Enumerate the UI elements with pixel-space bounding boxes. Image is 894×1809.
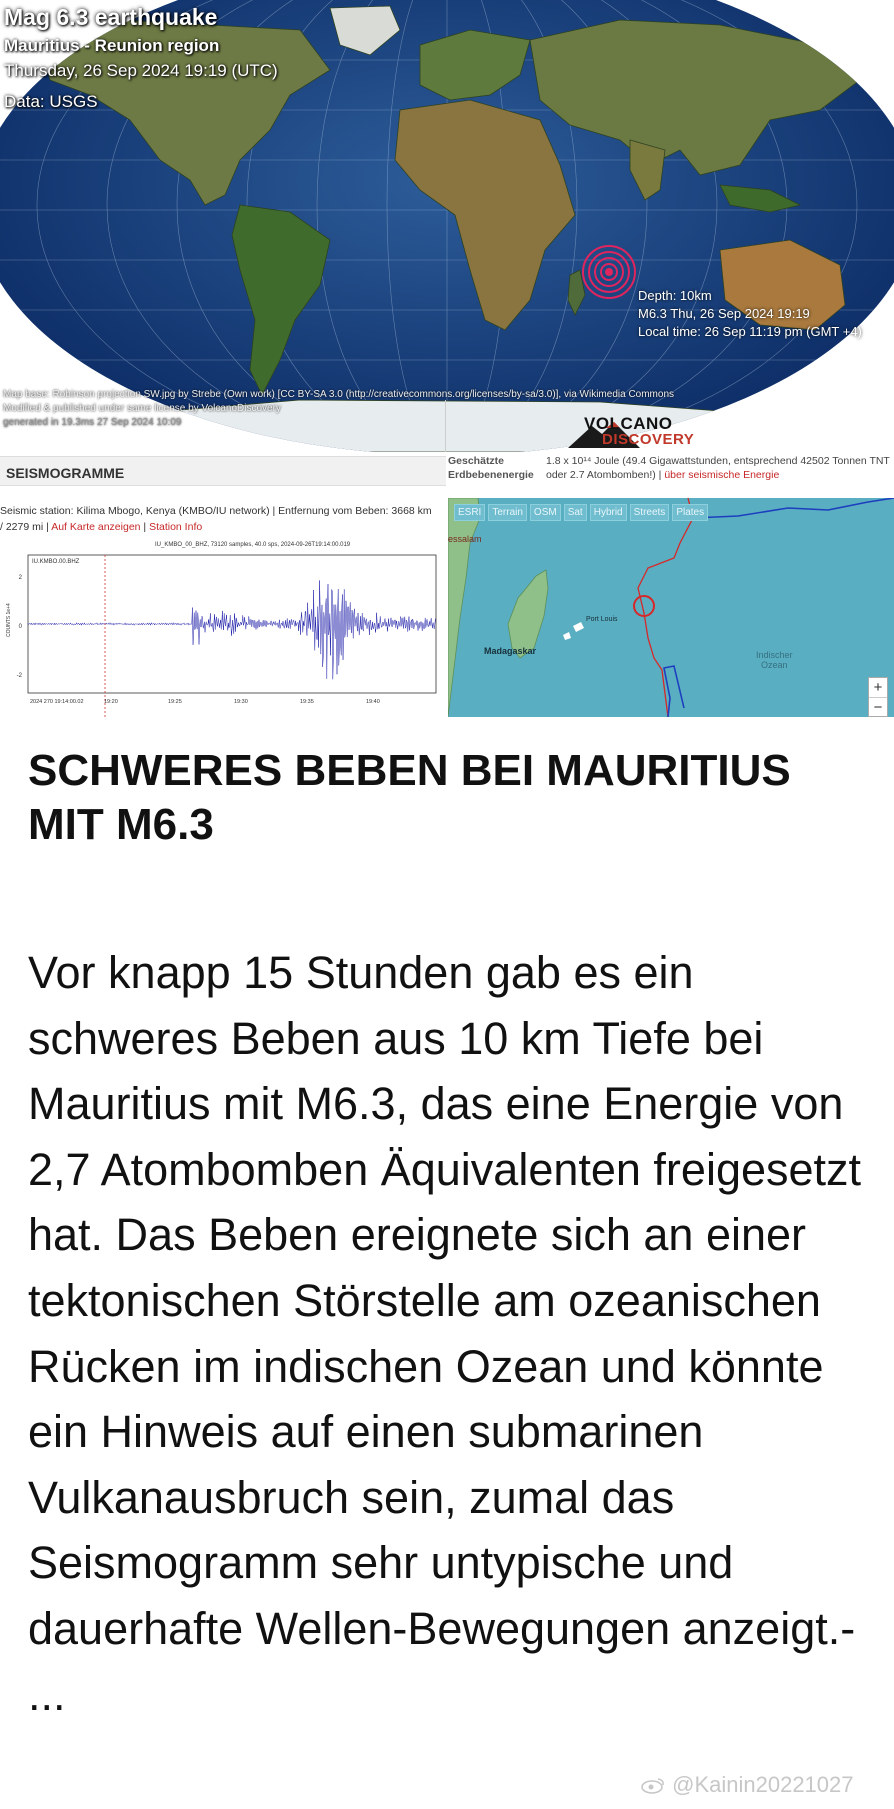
volcanodiscovery-logo — [562, 412, 702, 450]
map-date: Thursday, 26 Sep 2024 19:19 (UTC) — [4, 61, 278, 80]
energy-value-line2 — [546, 468, 890, 482]
x-tick-label: 19:20 — [104, 699, 118, 705]
channel-label: IU.KMBO.00.BHZ — [32, 559, 80, 565]
map-credit-line: Map base: Robinson projection SW.jpg by Strebe (Own work) [CC BY-SA 3.0 (http://creativecommons.org/licenses/by-sa/3.0)], via Wikimedia Commons — [3, 389, 675, 400]
world-map-panel — [0, 0, 894, 452]
quake-info-box — [638, 287, 862, 341]
show-on-map-link[interactable]: Auf Karte anzeigen — [51, 521, 141, 533]
quake-local-time: Local time: 26 Sep 11:19 pm (GMT +4) — [638, 324, 862, 339]
watermark — [640, 1772, 854, 1798]
panel-divider — [445, 400, 446, 452]
energy-value — [546, 454, 890, 482]
map-label-madagascar: Madagaskar — [484, 646, 537, 656]
x-tick-label: 19:40 — [366, 699, 380, 705]
energy-label-line: Geschätzte — [448, 455, 505, 467]
location-map-graphic — [448, 498, 894, 717]
station-info-link[interactable]: Station Info — [149, 521, 203, 533]
map-label-city: essalam — [448, 534, 482, 544]
article-headline: SCHWERES BEBEN BEI MAURITIUS MIT M6.3 — [28, 746, 791, 849]
y-tick-label: -2 — [16, 673, 22, 679]
seismogram-svg — [0, 537, 446, 717]
seismogram-plot — [0, 537, 446, 717]
energy-estimate — [448, 452, 894, 486]
map-layer-esri[interactable]: ESRI — [454, 504, 485, 521]
station-links-row — [0, 519, 446, 535]
map-credit-line: Modified & published under same license by VolcanoDiscovery — [3, 403, 281, 414]
map-region: Mauritius - Reunion region — [4, 36, 220, 55]
map-data-source: Data: USGS — [4, 92, 98, 111]
x-tick-label: 2024 270 19:14:00.02 — [30, 699, 84, 705]
seismogram-section-title: SEISMOGRAMME — [6, 465, 125, 481]
map-layer-terrain[interactable]: Terrain — [488, 504, 527, 521]
zoom-control — [868, 677, 888, 717]
x-axis-ticks — [30, 699, 380, 705]
weibo-logo-icon — [640, 1776, 666, 1794]
link-separator: | — [143, 521, 147, 533]
map-layer-osm[interactable]: OSM — [530, 504, 561, 521]
ocean-label-line: Indischer — [756, 650, 793, 660]
map-layer-hybrid[interactable]: Hybrid — [590, 504, 627, 521]
seismogram-section-header — [0, 456, 446, 486]
energy-value-text: oder 2.7 Atombomben!) | — [546, 469, 662, 481]
quake-event-time: M6.3 Thu, 26 Sep 2024 19:19 — [638, 306, 810, 321]
x-tick-label: 19:25 — [168, 699, 182, 705]
logo-text-volcano: VOLCANO — [584, 414, 673, 433]
map-generated-line: generated in 19.3ms 27 Sep 2024 10:09 — [3, 417, 182, 428]
event-location-map[interactable] — [448, 498, 894, 717]
y-tick-label: 0 — [18, 624, 22, 630]
y-axis-label: COUNTS 1e+4 — [6, 603, 12, 637]
station-distance-mi: / 2279 mi | — [0, 521, 49, 533]
zoom-out-button[interactable]: − — [869, 697, 887, 716]
logo-text-discovery: DISCOVERY — [602, 431, 695, 448]
energy-label-line: Erdbebenenergie — [448, 469, 534, 481]
x-tick-label: 19:35 — [300, 699, 314, 705]
map-layer-plates[interactable]: Plates — [672, 504, 708, 521]
map-layer-sat[interactable]: Sat — [564, 504, 587, 521]
map-layer-streets[interactable]: Streets — [630, 504, 670, 521]
station-name: Seismic station: Kilima Mbogo, Kenya (KMBO/IU network) | Entfernung vom Beben: 3668 km — [0, 505, 432, 517]
watermark-handle: @Kainin20221027 — [672, 1772, 854, 1797]
article-body: Vor knapp 15 Stunden gab es ein schweres Beben aus 10 km Tiefe bei Mauritius mit M6.3, das eine Energie von 2,7 Atombomben Äquivalenten freigesetzt hat. Das Beben ereignete sich an einer tektonischen Störstelle am ozeanischen Rücken im indischen Ozean und könnte ein Hinweis auf einen submarinen Vulkanausbruch sein, zumal das Seismogramm sehr untypische und dauerhafte Wellen-Bewegungen anzeigt.- ... — [28, 947, 862, 1720]
seismic-energy-link[interactable]: über seismische Energie — [664, 469, 780, 481]
station-info — [0, 503, 446, 535]
energy-label — [448, 454, 534, 482]
map-label-ocean — [756, 650, 793, 670]
map-title: Mag 6.3 earthquake — [4, 4, 218, 30]
map-label-port-louis: Port Louis — [586, 616, 618, 623]
map-layer-buttons — [454, 504, 708, 521]
quake-depth: Depth: 10km — [638, 288, 712, 303]
y-tick-label: 2 — [18, 575, 22, 581]
ocean-label-line: Ozean — [761, 660, 788, 670]
plot-header: IU_KMBO_00_BHZ, 73120 samples, 40.0 sps, 2024-09-26T19:14:00.019 — [155, 542, 351, 548]
energy-value-line: 1.8 x 10¹⁴ Joule (49.4 Gigawattstunden, entsprechend 42502 Tonnen TNT — [546, 455, 890, 467]
zoom-in-button[interactable]: + — [873, 679, 883, 696]
x-tick-label: 19:30 — [234, 699, 248, 705]
